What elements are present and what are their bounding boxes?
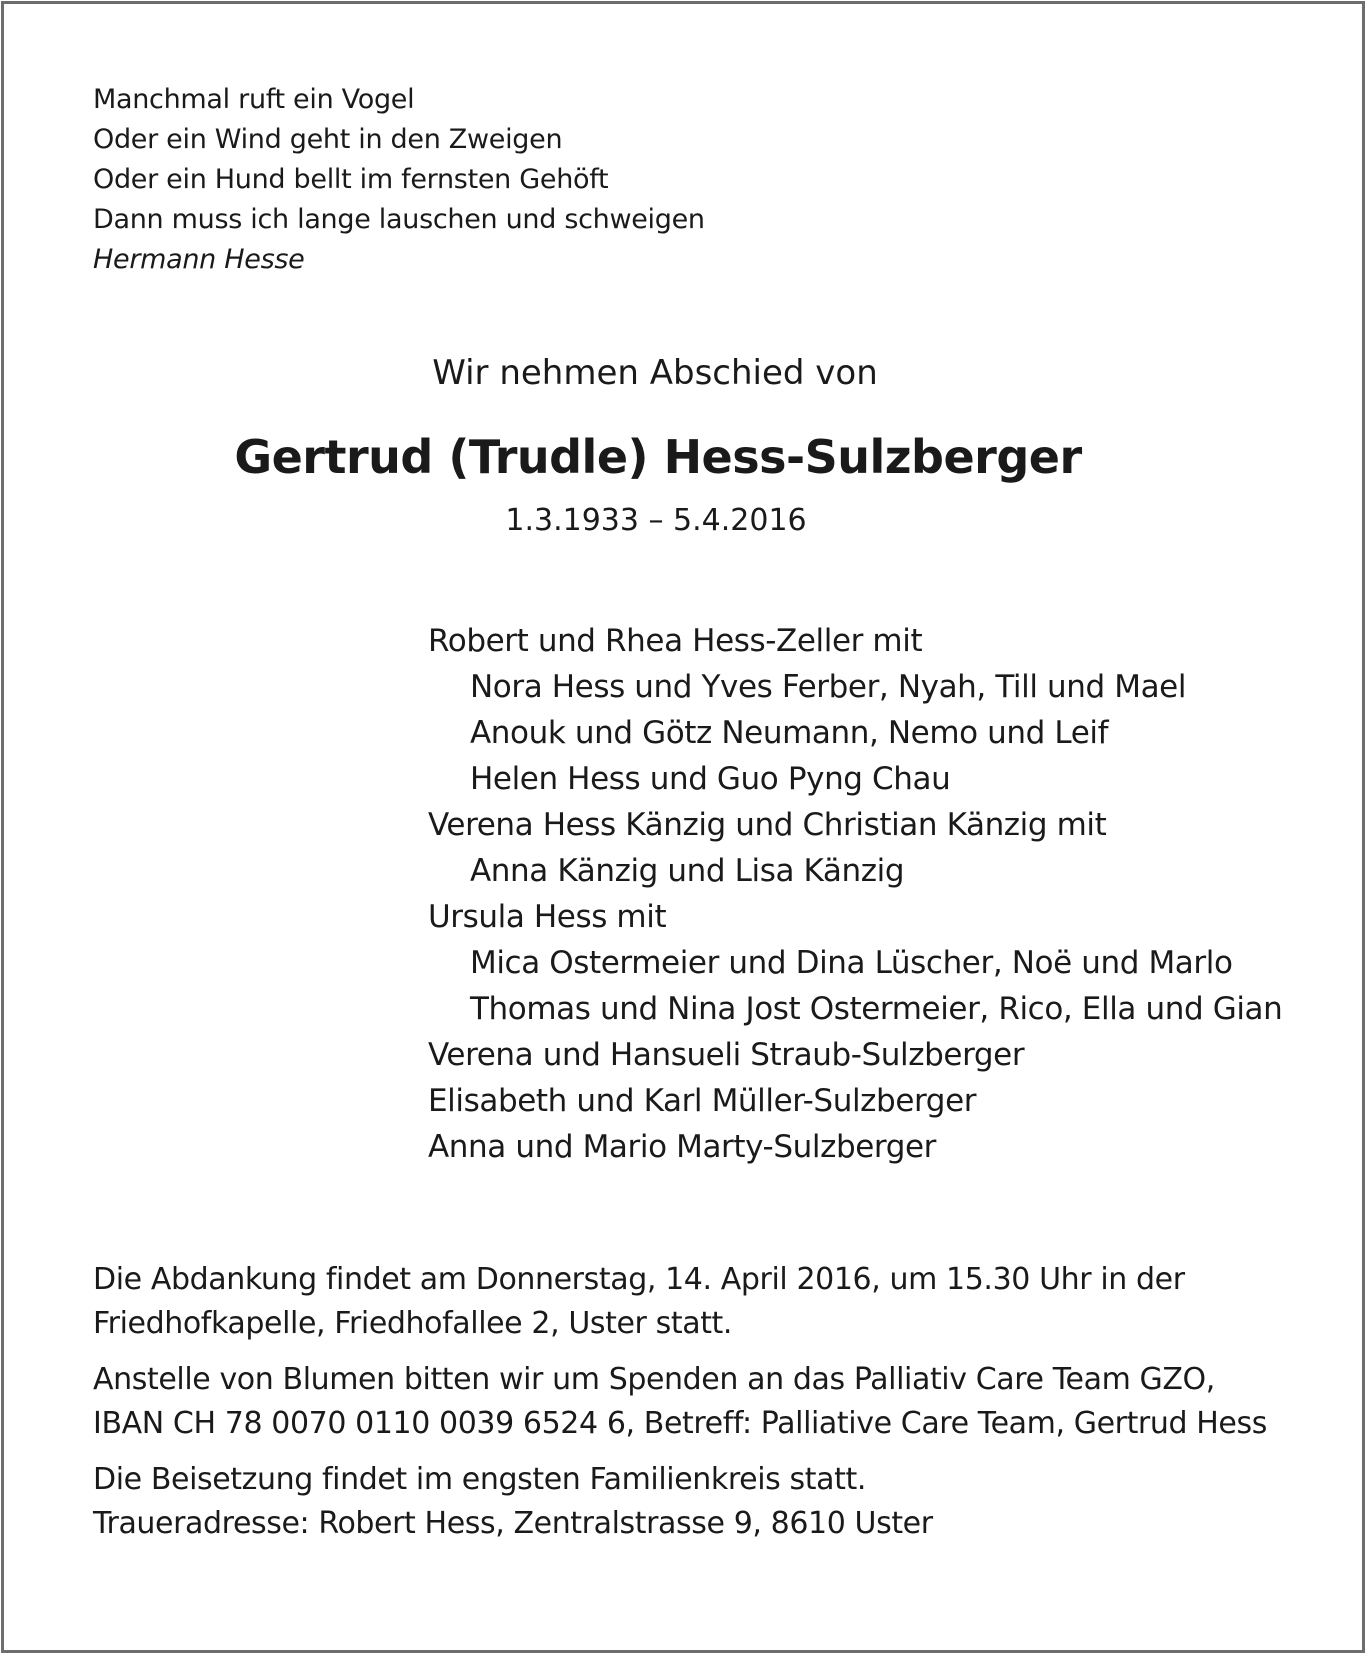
notice-line: Die Beisetzung findet im engsten Familienkreis statt. <box>93 1462 866 1497</box>
ceremony-notice <box>93 1258 1293 1346</box>
family-member: Ursula Hess mit <box>428 899 667 935</box>
family-list <box>428 618 1282 1170</box>
notice-line: Anstelle von Blumen bitten wir um Spenden an das Palliativ Care Team GZO, <box>93 1362 1215 1397</box>
intro-text: Wir nehmen Abschied von <box>432 353 878 393</box>
poem-line: Oder ein Hund bellt im fernsten Gehöft <box>93 164 609 195</box>
family-member: Elisabeth und Karl Müller-Sulzberger <box>428 1083 977 1119</box>
family-member: Anna Känzig und Lisa Känzig <box>470 853 905 889</box>
family-member: Thomas und Nina Jost Ostermeier, Rico, Ella und Gian <box>470 991 1283 1027</box>
deceased-name <box>0 427 1370 487</box>
donation-notice <box>93 1358 1293 1446</box>
notice-line: Traueradresse: Robert Hess, Zentralstrasse 9, 8610 Uster <box>93 1506 933 1541</box>
notice-line: IBAN CH 78 0070 0110 0039 6524 6, Betreff: Palliative Care Team, Gertrud Hess <box>93 1406 1267 1441</box>
life-dates <box>0 501 1370 541</box>
family-member: Mica Ostermeier und Dina Lüscher, Noë und Marlo <box>470 945 1233 981</box>
notice-line: Friedhofkapelle, Friedhofallee 2, Uster statt. <box>93 1306 733 1341</box>
poem-line: Oder ein Wind geht in den Zweigen <box>93 124 563 155</box>
family-member: Anouk und Götz Neumann, Nemo und Leif <box>470 715 1109 751</box>
notice-line: Die Abdankung findet am Donnerstag, 14. April 2016, um 15.30 Uhr in der <box>93 1262 1185 1297</box>
poem-line: Manchmal ruft ein Vogel <box>93 84 415 115</box>
life-dates-text: 1.3.1933 – 5.4.2016 <box>505 503 807 538</box>
family-member: Verena und Hansueli Straub-Sulzberger <box>428 1037 1025 1073</box>
deceased-name-text: Gertrud (Trudle) Hess-Sulzberger <box>234 430 1082 484</box>
family-member: Robert und Rhea Hess-Zeller mit <box>428 623 923 659</box>
intro-heading <box>0 351 1370 395</box>
family-member: Anna und Mario Marty-Sulzberger <box>428 1129 936 1165</box>
notices <box>93 1258 1293 1558</box>
poem <box>93 80 705 280</box>
poem-author: Hermann Hesse <box>93 244 305 275</box>
burial-notice <box>93 1458 1293 1546</box>
poem-line: Dann muss ich lange lauschen und schweigen <box>93 204 705 235</box>
family-member: Nora Hess und Yves Ferber, Nyah, Till und Mael <box>470 669 1187 705</box>
family-member: Verena Hess Känzig und Christian Känzig mit <box>428 807 1107 843</box>
family-member: Helen Hess und Guo Pyng Chau <box>470 761 951 797</box>
